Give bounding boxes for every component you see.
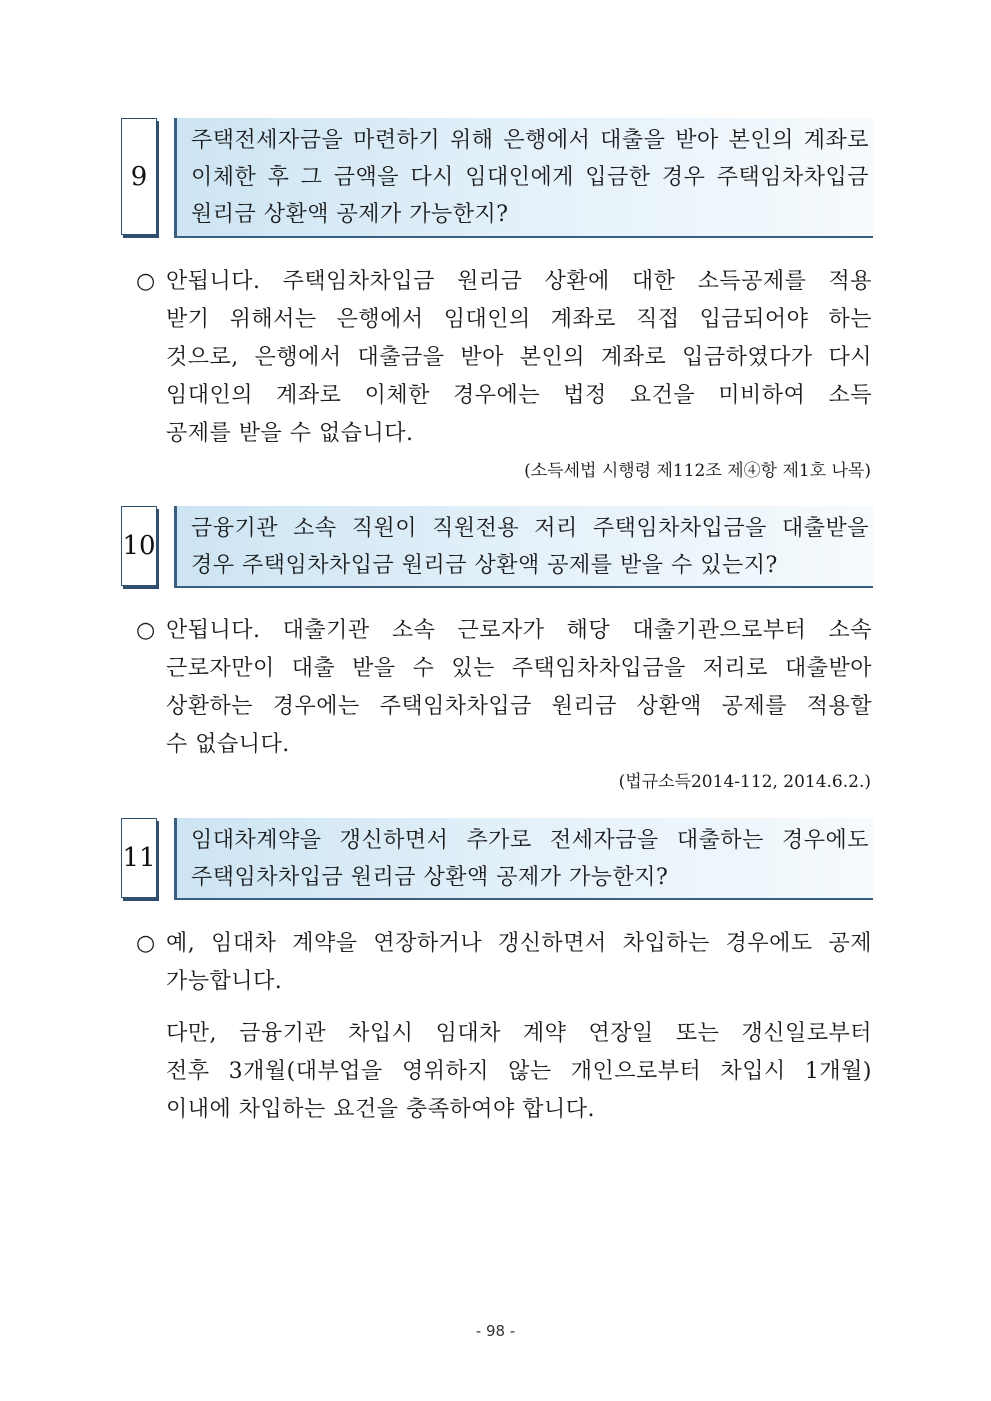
question-number: 11 bbox=[121, 818, 157, 898]
answer-text: 안됩니다. 주택임차차입금 원리금 상환에 대한 소득공제를 적용 bbox=[166, 269, 872, 294]
page-number: - 98 - bbox=[475, 1322, 516, 1340]
answer-line: 받기 위해서는 은행에서 임대인의 계좌로 직접 입금되어야 하는 bbox=[166, 307, 872, 332]
answer-line bbox=[136, 263, 872, 301]
answer-line: 수 없습니다. bbox=[166, 732, 290, 757]
question-number: 9 bbox=[121, 118, 157, 235]
answer-line bbox=[136, 612, 872, 650]
legal-reference: (소득세법 시행령 제112조 제④항 제1호 나목) bbox=[524, 461, 871, 481]
answer-text: 예, 임대차 계약을 연장하거나 갱신하면서 차입하는 경우에도 공제 bbox=[166, 931, 872, 956]
question-box bbox=[174, 118, 873, 238]
question-block-9 bbox=[121, 118, 873, 240]
answer-line: 이내에 차입하는 요건을 충족하여야 합니다. bbox=[166, 1097, 596, 1122]
bullet-circle: ○ bbox=[136, 618, 156, 643]
question-line: 경우 주택임차차입금 원리금 상환액 공제를 받을 수 있는지? bbox=[191, 553, 778, 578]
question-box bbox=[174, 506, 873, 588]
answer-line: 상환하는 경우에는 주택임차차입금 원리금 상환액 공제를 적용할 bbox=[166, 694, 872, 719]
answer-line: 것으로, 은행에서 대출금을 받아 본인의 계좌로 입금하였다가 다시 bbox=[166, 345, 872, 370]
question-line: 원리금 상환액 공제가 가능한지? bbox=[191, 202, 509, 227]
answer-line: 근로자만이 대출 받을 수 있는 주택임차차입금을 저리로 대출받아 bbox=[166, 656, 872, 681]
question-line: 이체한 후 그 금액을 다시 임대인에게 입금한 경우 주택임차차입금 bbox=[191, 165, 869, 190]
question-block-10 bbox=[121, 506, 873, 590]
question-box bbox=[174, 818, 873, 900]
answer-block-11 bbox=[136, 925, 872, 1001]
answer-line: 다만, 금융기관 차입시 임대차 계약 연장일 또는 갱신일로부터 bbox=[166, 1021, 872, 1046]
answer-line: 임대인의 계좌로 이체한 경우에는 법정 요건을 미비하여 소득 bbox=[166, 383, 872, 408]
question-line: 금융기관 소속 직원이 직원전용 저리 주택임차차입금을 대출받을 bbox=[191, 516, 869, 541]
bullet-circle: ○ bbox=[136, 269, 156, 294]
answer-line bbox=[136, 925, 872, 963]
answer-block-9 bbox=[136, 263, 872, 453]
answer-line: 공제를 받을 수 없습니다. bbox=[166, 421, 414, 446]
answer-continuation-11 bbox=[136, 1015, 872, 1129]
question-line: 주택임차차입금 원리금 상환액 공제가 가능한지? bbox=[191, 865, 669, 890]
bullet-circle: ○ bbox=[136, 931, 156, 956]
answer-block-10 bbox=[136, 612, 872, 764]
answer-line: 전후 3개월(대부업을 영위하지 않는 개인으로부터 차입시 1개월) bbox=[166, 1059, 872, 1084]
legal-reference: (법규소득2014-112, 2014.6.2.) bbox=[618, 772, 871, 792]
question-block-11 bbox=[121, 818, 873, 902]
question-number: 10 bbox=[121, 506, 157, 586]
answer-line: 가능합니다. bbox=[166, 969, 283, 994]
question-line: 임대차계약을 갱신하면서 추가로 전세자금을 대출하는 경우에도 bbox=[191, 828, 869, 853]
question-line: 주택전세자금을 마련하기 위해 은행에서 대출을 받아 본인의 계좌로 bbox=[191, 128, 869, 153]
answer-text: 안됩니다. 대출기관 소속 근로자가 해당 대출기관으로부터 소속 bbox=[166, 618, 872, 643]
